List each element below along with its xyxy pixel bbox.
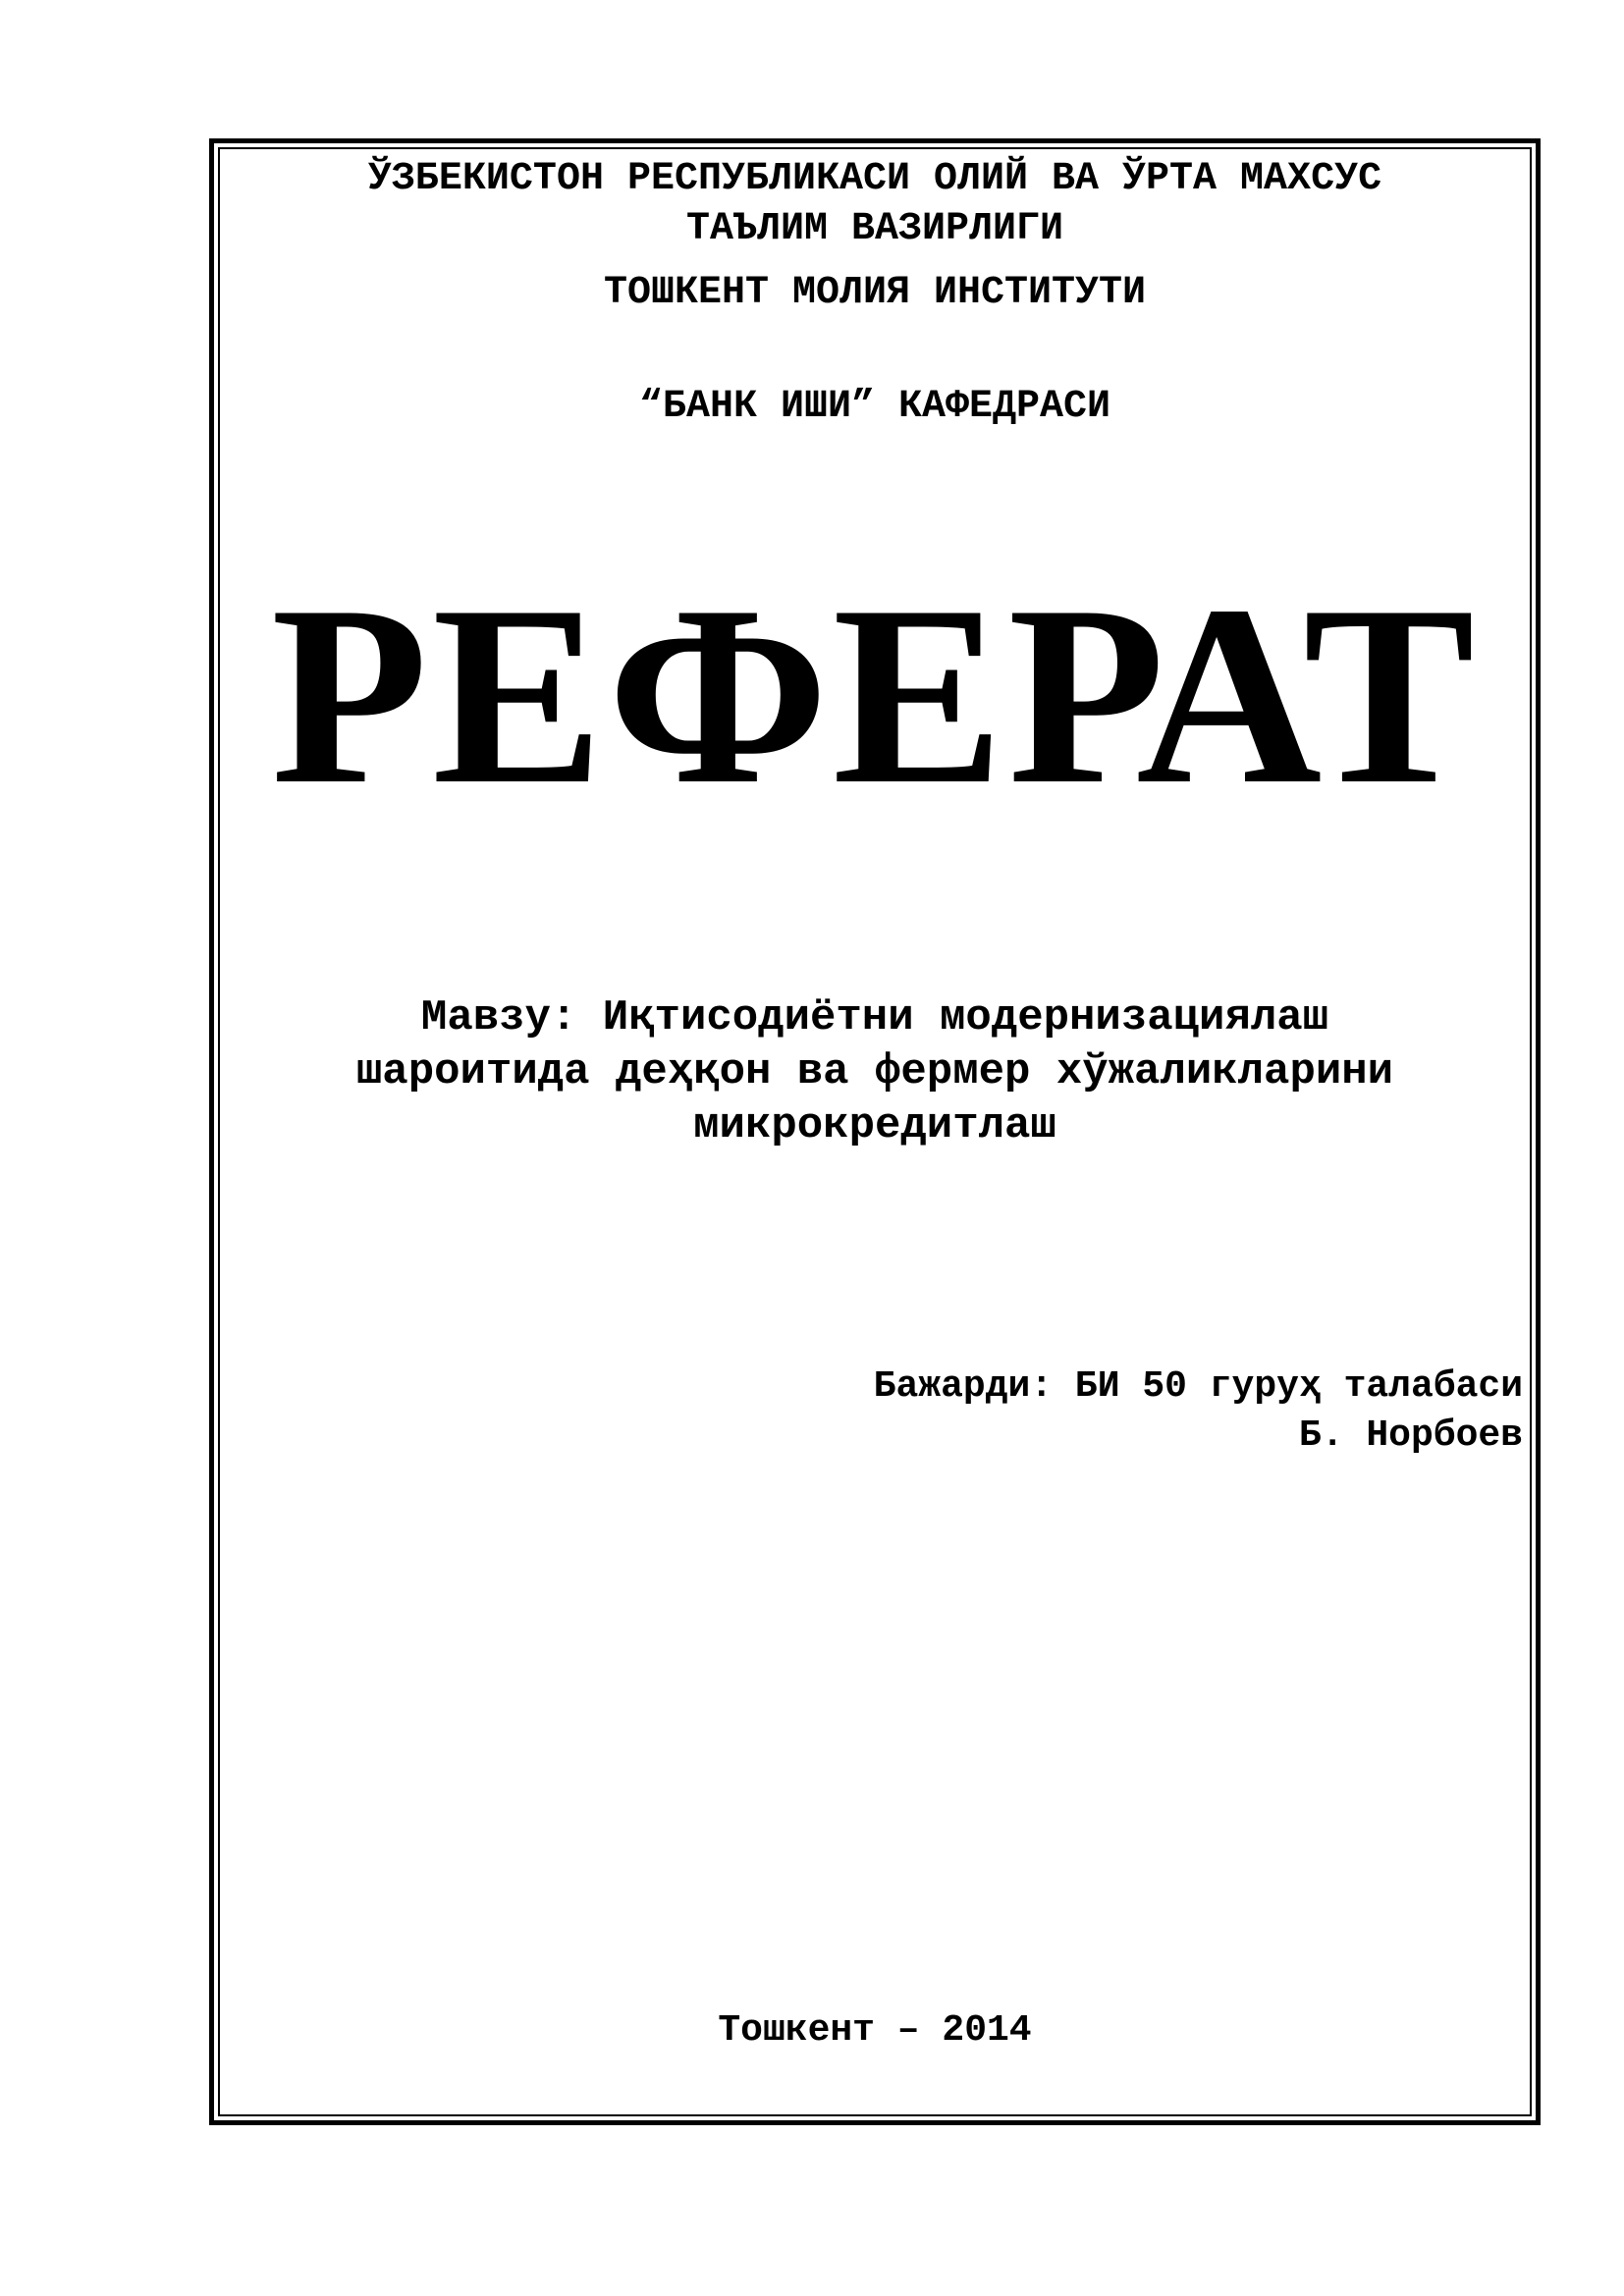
author-line-2: Б. Норбоев	[1298, 1415, 1523, 1457]
city-year: Тошкент – 2014	[718, 2009, 1032, 2052]
author-line-1: Бажарди: БИ 50 гуруҳ талабаси	[873, 1365, 1523, 1408]
ministry-title-line-2: ТАЪЛИМ ВАЗИРЛИГИ	[685, 207, 1064, 251]
institute-name: ТОШКЕНТ МОЛИЯ ИНСТИТУТИ	[603, 271, 1147, 315]
topic-line-1: Мавзу: Иқтисодиётни модернизациялаш	[420, 993, 1329, 1042]
author-block	[874, 1362, 1523, 1461]
topic-line-3: микрокредитлаш	[693, 1101, 1056, 1150]
topic-block	[218, 991, 1532, 1153]
topic-line-2: шароитида деҳқон ва фермер хўжаликларини	[355, 1047, 1394, 1096]
department-name: “БАНК ИШИ” КАФЕДРАСИ	[638, 385, 1111, 429]
ministry-title-line-1: ЎЗБЕКИСТОН РЕСПУБЛИКАСИ ОЛИЙ ВА ЎРТА МАХСУС	[367, 157, 1382, 201]
document-type-title: РЕФЕРАТ	[270, 553, 1480, 837]
